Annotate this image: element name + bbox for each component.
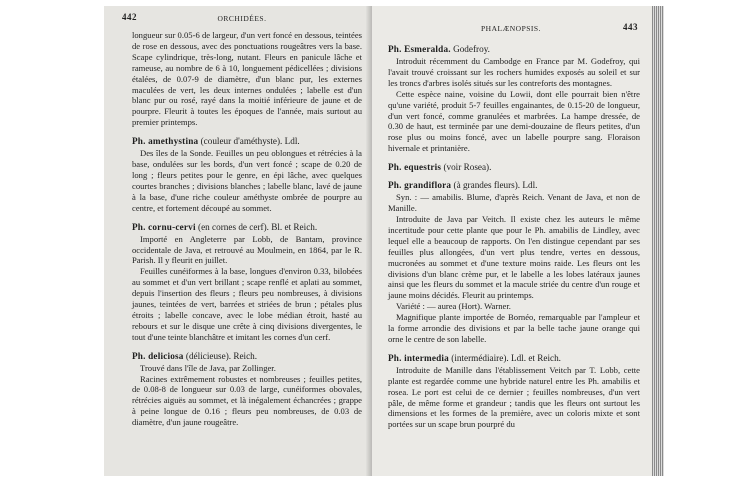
species-descriptor: (intermédiaire). Ldl. et Reich. <box>451 352 561 363</box>
page-number: 442 <box>122 12 137 22</box>
species-descriptor: (délicieuse). Reich. <box>185 350 258 361</box>
species-entry <box>388 162 640 172</box>
species-entry <box>132 136 362 213</box>
entry-paragraph: Magnifique plante importée de Bornéo, remarquable par l'ampleur et la forme arrondie des divisions et par la belle tache jaune orange qui orne le centre de son labelle. <box>388 312 640 344</box>
species-descriptor: (voir Rosea). <box>443 162 492 173</box>
species-name: Ph. cornu-cervi <box>132 221 196 232</box>
species-descriptor: (couleur d'améthyste). Ldl. <box>200 136 300 147</box>
running-title: PHALÆNOPSIS. <box>481 24 541 33</box>
entry-paragraph: Introduite de Java par Veitch. Il existe chez les auteurs le même incertitude pour cette plante que pour le Ph. amabilis de Lindley, avec lequel elle a beaucoup de rapports. On l'en distingue cependant par ses feuilles plus allongées, d'un vert plus tendre, vertes en dessous, mucronées au sommet et d'une texture moins raide. Les fleurs ont les divisions d'un blanc crème pur, et le labelle a les lobes latéraux jaunes ainsi que les fleurs du sommet et la macule striée du centre d'un rouge et jaune moins décidés. Fleurit au printemps. <box>388 213 640 301</box>
species-name: Ph. intermedia <box>388 352 449 363</box>
species-entry <box>388 353 640 430</box>
species-name: Ph. grandiflora <box>388 180 452 191</box>
species-descriptor: (en cornes de cerf). Bl. et Reich. <box>198 221 318 232</box>
entry-paragraph: Syn. : — amabilis. Blume, d'après Reich. Venant de Java, et non de Manille. <box>388 192 640 214</box>
entry-paragraph: Importé en Angleterre par Lobb, de Bantam, province occidentale de Java, et retrouvé au Moulmein, en 1864, par le R. Parish. Il y fleurit en juillet. <box>132 233 362 266</box>
species-entry <box>388 44 640 154</box>
entry-paragraph: Racines extrêmement robustes et nombreuses ; feuilles petites, de 0.08-8 de longueur sur 0.03 de large, cunéiformes obovales, rétrécies aiguës au sommet, et là inégalement échancrées ; grappe à peine longue de 0.16 ; fleurs peu nombreuses, de 0.03 de diamètre, d'un jaune rougeâtre. <box>132 373 362 428</box>
entry-heading <box>132 136 362 146</box>
entry-paragraph: Introduite de Manille dans l'établissement Veitch par T. Lobb, cette plante est regardée comme une hybride naturel entre les Ph. amabilis et rosea. Le port est celui de ce dernier ; feuilles nombreuses, d'un vert pâle, de même forme et grandeur ; tandis que les fleurs ont surtout les dimensions et les formes de la première, avec un coloris mixte et sont portées sur un scape brun pourpré du <box>388 364 640 430</box>
entry-paragraph: Feuilles cunéiformes à la base, longues d'environ 0.33, bilobées au sommet et d'un vert brillant ; scape renflé et aplati au sommet, depuis l'insertion des fleurs ; fleurs peu nombreuses, à divisions jaunes, teintées de vert, barrées et striées de brun ; pétales plus étroits ; labelle concave, avec le lobe médian étroit, hasté au rebours et sur le disque une crête à cinq divisions divergentes, le tout d'une teinte blanchâtre et imitant les cornes d'un cerf. <box>132 266 362 342</box>
entry-paragraph: Trouvé dans l'île de Java, par Zollinger. <box>140 362 276 373</box>
entry-heading <box>132 351 362 361</box>
species-descriptor: (à grandes fleurs). Ldl. <box>453 180 538 191</box>
entry-paragraph: Variété : — aurea (Hort). Warner. <box>396 301 511 312</box>
entry-heading <box>388 44 640 54</box>
intro-paragraph: longueur sur 0.05-6 de largeur, d'un vert foncé en dessous, teintées de rose en dessous, avec des ponctuations rougeâtres vers la base. Scape cylindrique, très-long, nutant. Fleurs en panicule lâche et rameuse, au nombre de 6 à 10, longuement pédicellées ; divisions étalées, de 0.07-9 de diamètre, d'un blanc pur, les externes maculées de vert, les deux internes ondulées ; labelle est d'un blanc pur ou rosé, rayé dans la moitié inférieure de jaune et de pourpre. Fleurit à toutes les époques de l'année, mais surtout au premier printemps. <box>132 30 362 128</box>
species-name: Ph. Esmeralda. <box>388 44 451 54</box>
species-entry <box>132 222 362 343</box>
entry-paragraph: Des îles de la Sonde. Feuilles un peu oblongues et rétrécies à la base, ondulées sur les bords, d'un vert foncé ; scape de 0.20 de long ; fleurs petites pour le genre, en épi lâche, avec quelques courtes branches ; divisions blanches ; labelle blanc, lavé de jaune à la base, d'une riche couleur améthyste ombrée de pourpre au centre, et fortement découpé au sommet. <box>132 148 362 213</box>
species-entry <box>132 351 362 428</box>
entry-paragraph: Cette espèce naine, voisine du Lowii, dont elle pourrait bien n'être qu'une variété, produit 5-7 feuilles engainantes, de 0.15-20 de longueur, d'un vert foncé, comme granulées et marbrées. La hampe dressée, de 0.30 de haut, est terminée par une demi-douzaine de fleurs petites, d'un rose plus ou moins foncé, avec un labelle pourpre sang. Floraison hivernale et printanière. <box>388 88 640 154</box>
page-number: 443 <box>623 22 638 32</box>
book-spread <box>104 6 652 476</box>
page-edges <box>652 6 664 476</box>
running-title: ORCHIDÉES. <box>217 14 267 23</box>
left-margin <box>0 0 104 482</box>
species-descriptor: Godefroy. <box>453 44 490 54</box>
entry-heading <box>132 222 362 232</box>
species-name: Ph. deliciosa <box>132 350 184 361</box>
right-page <box>372 6 652 476</box>
entry-paragraph: Introduit récemment du Cambodge en France par M. Godefroy, qui l'avait trouvé croissant sur les rochers humides exposés au soleil et sur les troncs d'arbres isolés situés sur les contreforts des montagnes. <box>388 56 640 88</box>
left-page <box>104 6 372 476</box>
entry-heading <box>388 180 640 190</box>
species-name: Ph. equestris <box>388 162 442 173</box>
right-margin <box>664 4 750 478</box>
species-entry <box>388 180 640 345</box>
entry-heading <box>388 162 640 172</box>
entry-heading <box>388 353 640 363</box>
species-name: Ph. amethystina <box>132 136 199 147</box>
